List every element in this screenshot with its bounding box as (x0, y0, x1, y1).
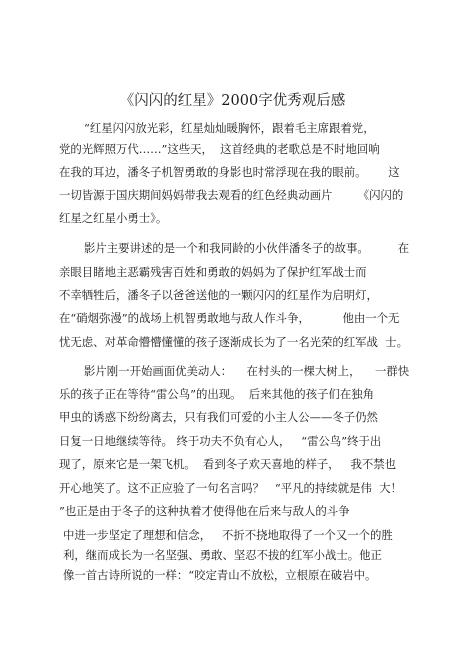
text-line: 红星之红星小勇士》。 (59, 211, 168, 225)
text-line: 在我的耳边，潘冬子机智勇敢的身影也时常浮现在我的眼前。 这 (59, 165, 400, 179)
text-line: 日复一日地继续等待。 终于功夫不负有心人， “雷公鸟”终于出 (59, 434, 382, 448)
text-line: 影片刚一开始画面优美动人： 在村头的一棵大树上， 一群快 (84, 364, 410, 378)
text-line: 在“硝烟弥漫”的战场上机智勇敢地与敌人作斗争， 他由一个无 (59, 311, 400, 325)
text-line: 甲虫的诱惑下纷纷离去，只有我们可爱的小主人公——冬子仍然 (59, 410, 378, 424)
text-line: 影片主要讲述的是一个和我同龄的小伙伴潘冬子的故事。 在 (84, 241, 410, 255)
text-line: 利，继而成长为一名坚强、勇敢、坚忍不拔的红军小战士。他正 (63, 548, 382, 562)
text-line: 中进一步坚定了理想和信念， 不折不挠地取得了一个又一个的胜 (63, 528, 393, 542)
text-line: 不幸牺牲后，潘冬子以爸爸送他的一颗闪闪的红星作为启明灯， (59, 288, 378, 302)
text-line: 开心地笑了。这不正应验了一句名言吗？ “平凡的持续就是伟 大！ (59, 481, 402, 495)
text-line: 像一首古诗所说的一样：“咬定青山不放松，立根原在破岩中。 (63, 568, 377, 582)
text-line: 乐的孩子正在等待“雷公鸟”的出现。 后来其他的孩子们在独角 (59, 387, 375, 401)
text-line: 忧无虑、对革命懵懵懂懂的孩子逐渐成长为了一名光荣的红军战 士。 (59, 335, 408, 349)
text-line: 一切皆源于国庆期间妈妈带我去观看的红色经典动画片 《闪闪的 (59, 188, 404, 202)
text-line: 党的光辉照万代……”这些天， 这首经典的老歌总是不时地回响 (59, 142, 380, 156)
text-line: “红星闪闪放光彩，红星灿灿暖胸怀，跟着毛主席跟着党， (84, 121, 375, 135)
text-line: ”也正是由于冬子的这种执着才使得他在后来与敌人的斗争 (59, 504, 350, 518)
text-line: 亲眼目睹地主恶霸残害百姓和勇敢的妈妈为了保护红军战士而 (59, 265, 367, 279)
text-line: 现了，原来它是一架飞机。 看到冬子欢天喜地的样子， 我不禁也 (59, 457, 397, 471)
document-title: 《闪闪的红星》2000字优秀观后感 (119, 93, 346, 109)
